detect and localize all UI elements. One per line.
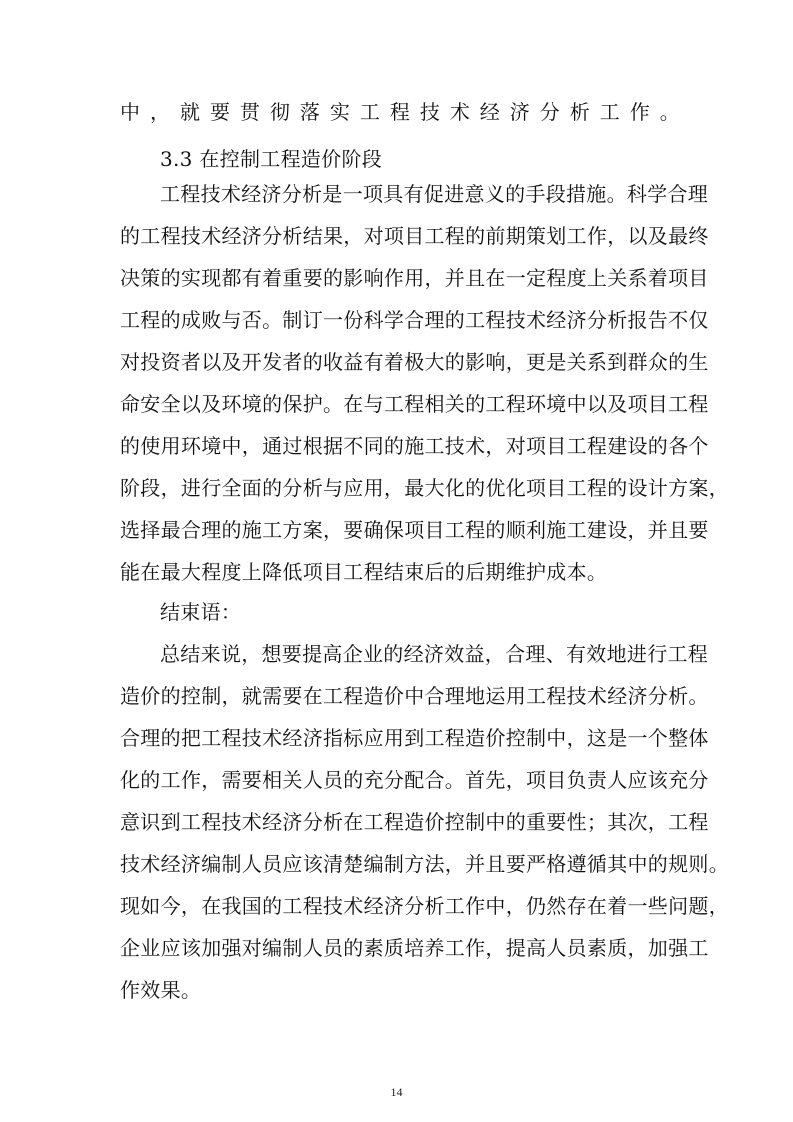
paragraph-line: 化的工作，需要相关人员的充分配合。首先，项目负责人应该充分 [120,768,709,792]
paragraph-line: 意识到工程技术经济分析在工程造价控制中的重要性；其次，工程 [120,810,709,834]
paragraph-line: 能在最大程度上降低项目工程结束后的后期维护成本。 [120,560,608,584]
paragraph-line: 的工程技术经济分析结果，对项目工程的前期策划工作，以及最终 [120,224,709,248]
page-number: 14 [390,1085,403,1099]
section-heading: 3.3 在控制工程造价阶段 [160,147,383,171]
paragraph-line: 企业应该加强对编制人员的素质培养工作，提高人员素质，加强工 [120,936,709,960]
paragraph-line: 总结来说，想要提高企业的经济效益，合理、有效地进行工程 [160,642,709,666]
paragraph-line: 决策的实现都有着重要的影响作用，并且在一定程度上关系着项目 [120,266,709,290]
paragraph-line: 工程的成败与否。制订一份科学合理的工程技术经济分析报告不仅 [120,308,709,332]
paragraph-line: 对投资者以及开发者的收益有着极大的影响，更是关系到群众的生 [120,350,709,374]
paragraph-line: 中，就要贯彻落实工程技术经济分析工作。 [120,100,680,124]
paragraph-line: 作效果。 [120,978,202,1002]
paragraph-line: 阶段，进行全面的分析与应用，最大化的优化项目工程的设计方案， [120,476,729,500]
paragraph-line: 工程技术经济分析是一项具有促进意义的手段措施。科学合理 [160,182,709,206]
paragraph-line: 合理的把工程技术经济指标应用到工程造价控制中，这是一个整体 [120,726,709,750]
paragraph-line: 技术经济编制人员应该清楚编制方法，并且要严格遵循其中的规则。 [120,852,729,876]
conclusion-heading: 结束语： [160,600,242,624]
paragraph-line: 命安全以及环境的保护。在与工程相关的工程环境中以及项目工程 [120,392,709,416]
paragraph-line: 选择最合理的施工方案，要确保项目工程的顺利施工建设，并且要 [120,518,709,542]
paragraph-line: 的使用环境中，通过根据不同的施工技术，对项目工程建设的各个 [120,434,709,458]
paragraph-line: 造价的控制，就需要在工程造价中合理地运用工程技术经济分析。 [120,684,709,708]
paragraph-line: 现如今，在我国的工程技术经济分析工作中，仍然存在着一些问题， [120,894,729,918]
